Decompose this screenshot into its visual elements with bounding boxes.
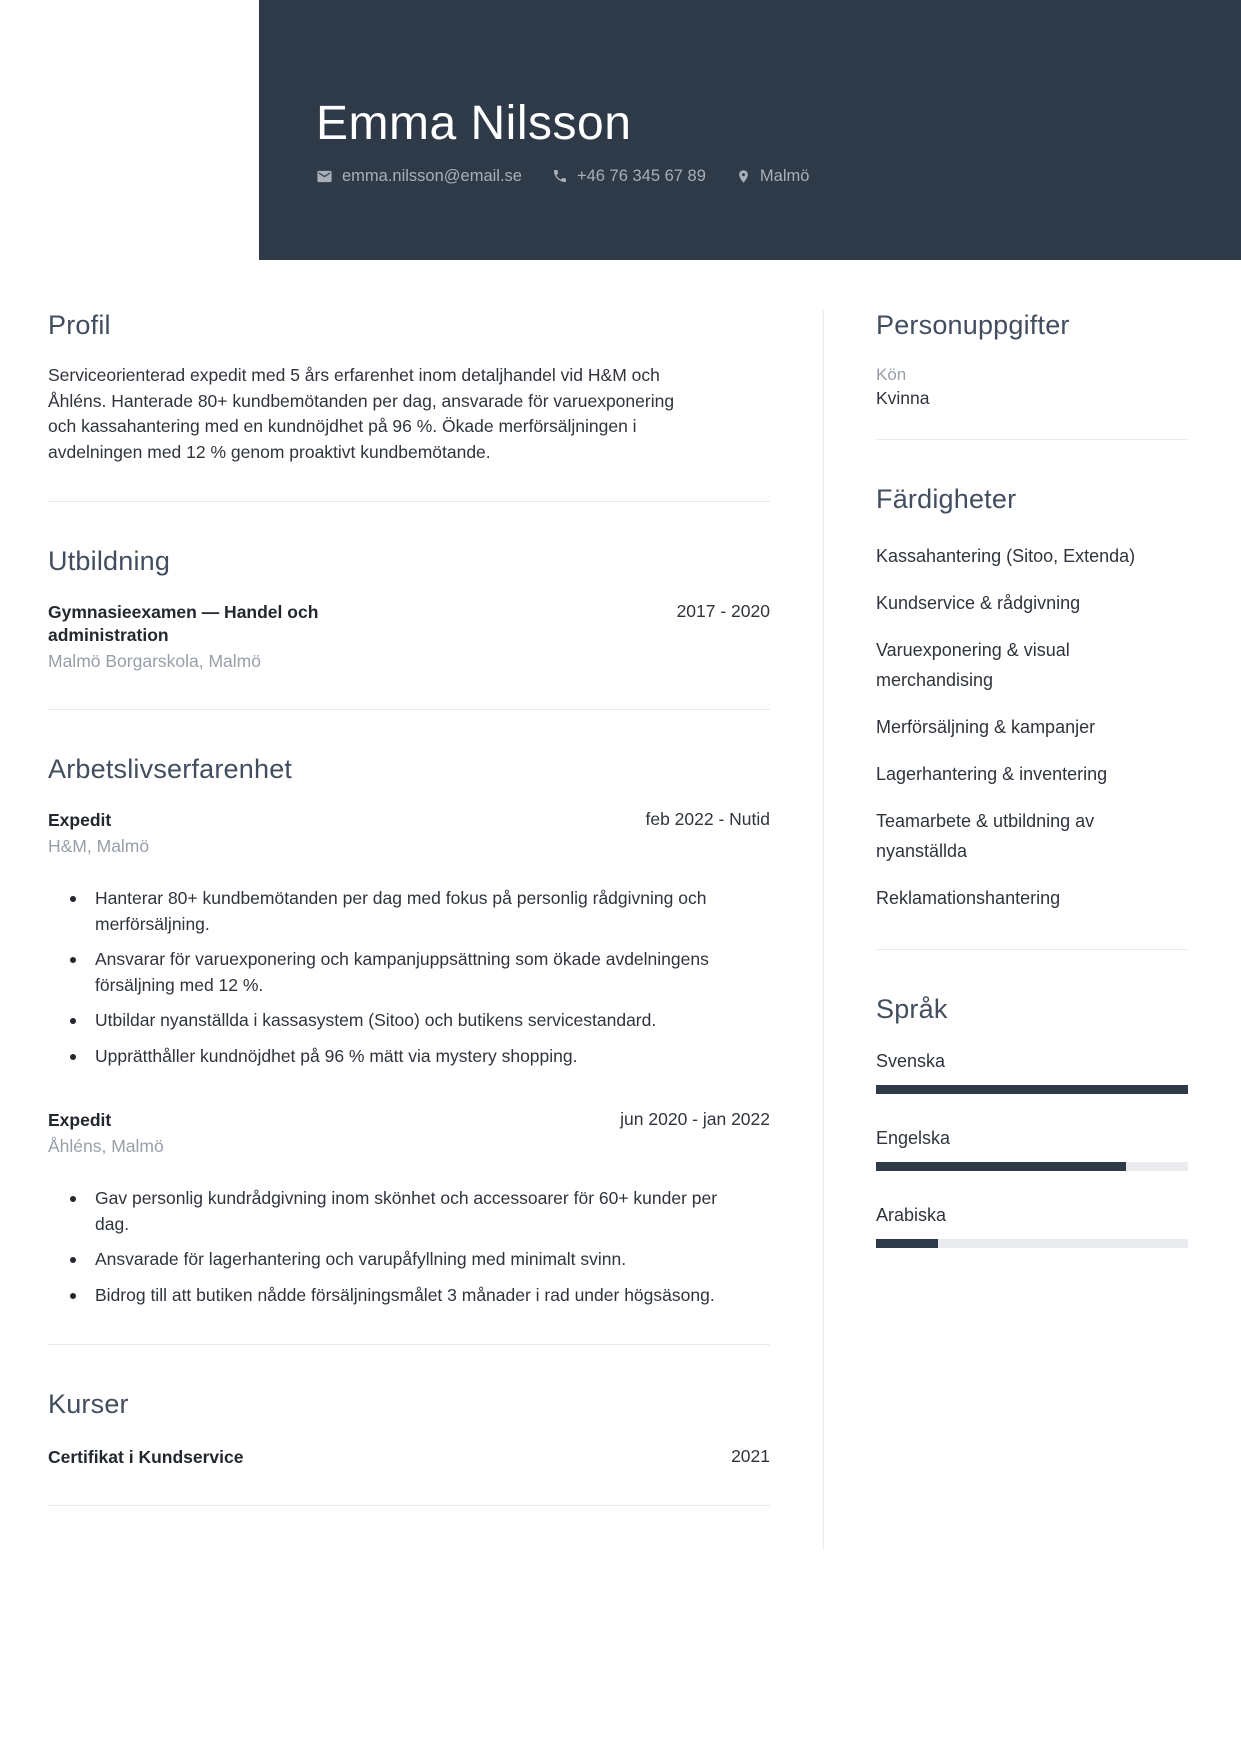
divider xyxy=(48,1505,770,1506)
education-dates: 2017 - 2020 xyxy=(676,601,770,621)
skill-item: Merförsäljning & kampanjer xyxy=(876,717,1096,737)
person-name: Emma Nilsson xyxy=(316,97,632,150)
section-profil xyxy=(48,310,770,465)
job-bullet: Upprätthåller kundnöjdhet på 96 % mätt via mystery shopping. xyxy=(48,1044,723,1070)
divider xyxy=(48,1344,770,1345)
language-progress-fill xyxy=(876,1162,1126,1171)
job-bullet: Gav personlig kundrådgivning inom skönhet och accessoarer för 60+ kunder per dag. xyxy=(48,1186,723,1237)
education-degree: Gymnasieexamen — Handel och administration xyxy=(48,602,319,645)
language-name: Engelska xyxy=(876,1128,951,1148)
course-entry xyxy=(48,1446,770,1469)
language-progress-track xyxy=(876,1239,1188,1248)
job-bullet: Hanterar 80+ kundbemötanden per dag med fokus på personlig rådgivning och merförsäljning. xyxy=(48,886,723,937)
job-bullet: Ansvarar för varuexponering och kampanjuppsättning som ökade avdelningens försäljning med 12 %. xyxy=(48,947,723,998)
profil-title: Profil xyxy=(48,310,111,340)
job-entry xyxy=(48,1109,770,1308)
section-fardigheter xyxy=(876,484,1188,913)
fardigheter-title: Färdigheter xyxy=(876,484,1017,514)
skill-item: Varuexponering & visual merchandising xyxy=(876,640,1070,690)
phone-text: +46 76 345 67 89 xyxy=(576,166,706,185)
skills-list xyxy=(876,541,1188,913)
skill-item: Lagerhantering & inventering xyxy=(876,764,1108,784)
course-date: 2021 xyxy=(731,1446,770,1466)
skill-item: Kundservice & rådgivning xyxy=(876,593,1081,613)
contact-location xyxy=(736,167,810,186)
job-bullet: Utbildar nyanställda i kassasystem (Sitoo) och butikens servicestandard. xyxy=(48,1008,723,1034)
skill-item: Kassahantering (Sitoo, Extenda) xyxy=(876,546,1136,566)
contact-phone xyxy=(552,167,706,186)
divider xyxy=(876,439,1188,440)
job-bullet-list xyxy=(48,886,770,1069)
main-content xyxy=(0,260,1241,1550)
language-progress-fill xyxy=(876,1239,938,1248)
job-dates: feb 2022 - Nutid xyxy=(645,809,770,829)
job-company: H&M, Malmö xyxy=(48,836,150,856)
language-name: Svenska xyxy=(876,1051,946,1071)
contact-row xyxy=(316,167,1181,186)
location-pin-icon xyxy=(736,168,751,185)
language-progress-fill xyxy=(876,1085,1188,1094)
job-bullet-list xyxy=(48,1186,770,1308)
divider xyxy=(48,501,770,502)
section-kurser xyxy=(48,1389,770,1469)
gender-value: Kvinna xyxy=(876,388,930,408)
location-text: Malmö xyxy=(759,166,810,185)
contact-email xyxy=(316,167,522,186)
divider xyxy=(876,949,1188,950)
job-title: Expedit xyxy=(48,810,112,830)
job-header xyxy=(48,1109,770,1132)
job-entry xyxy=(48,809,770,1069)
phone-icon xyxy=(552,168,568,184)
gender-label: Kön xyxy=(876,365,907,384)
utbildning-title: Utbildning xyxy=(48,546,171,576)
email-icon xyxy=(316,168,333,185)
section-personuppgifter xyxy=(876,310,1188,409)
sprak-title: Språk xyxy=(876,994,948,1024)
section-erfarenhet xyxy=(48,754,770,1308)
sidebar-column xyxy=(823,310,1188,1550)
header xyxy=(259,0,1241,260)
course-name: Certifikat i Kundservice xyxy=(48,1447,244,1467)
section-sprak xyxy=(876,994,1188,1248)
kurser-title: Kurser xyxy=(48,1389,129,1419)
language-list xyxy=(876,1051,1188,1248)
language-item xyxy=(876,1205,1188,1248)
education-school: Malmö Borgarskola, Malmö xyxy=(48,651,261,671)
email-text: emma.nilsson@email.se xyxy=(342,166,522,185)
skill-item: Reklamationshantering xyxy=(876,888,1061,908)
language-name: Arabiska xyxy=(876,1205,947,1225)
job-dates: jun 2020 - jan 2022 xyxy=(620,1109,770,1129)
education-entry xyxy=(48,601,770,647)
divider xyxy=(48,709,770,710)
personuppgifter-title: Personuppgifter xyxy=(876,310,1070,340)
job-header xyxy=(48,809,770,832)
language-item xyxy=(876,1051,1188,1094)
language-item xyxy=(876,1128,1188,1171)
job-bullet: Bidrog till att butiken nådde försäljningsmålet 3 månader i rad under högsäsong. xyxy=(48,1283,723,1309)
language-progress-track xyxy=(876,1162,1188,1171)
profil-text: Serviceorienterad expedit med 5 års erfarenhet inom detaljhandel vid H&M och Åhléns. Hanterade 80+ kundbemötanden per dag, ansvarade för varuexponering och kassahantering med en kundnöjdhet på 96 %. Ökade merförsäljningen i avdelningen med 12 % genom proaktivt kundbemötande. xyxy=(48,365,675,462)
left-column xyxy=(48,310,770,1550)
skill-item: Teamarbete & utbildning av nyanställda xyxy=(876,811,1095,861)
job-title: Expedit xyxy=(48,1110,112,1130)
erfarenhet-title: Arbetslivserfarenhet xyxy=(48,754,293,784)
section-utbildning xyxy=(48,546,770,673)
job-bullet: Ansvarade för lagerhantering och varupåfyllning med minimalt svinn. xyxy=(48,1247,723,1273)
language-progress-track xyxy=(876,1085,1188,1094)
job-company: Åhléns, Malmö xyxy=(48,1136,164,1156)
